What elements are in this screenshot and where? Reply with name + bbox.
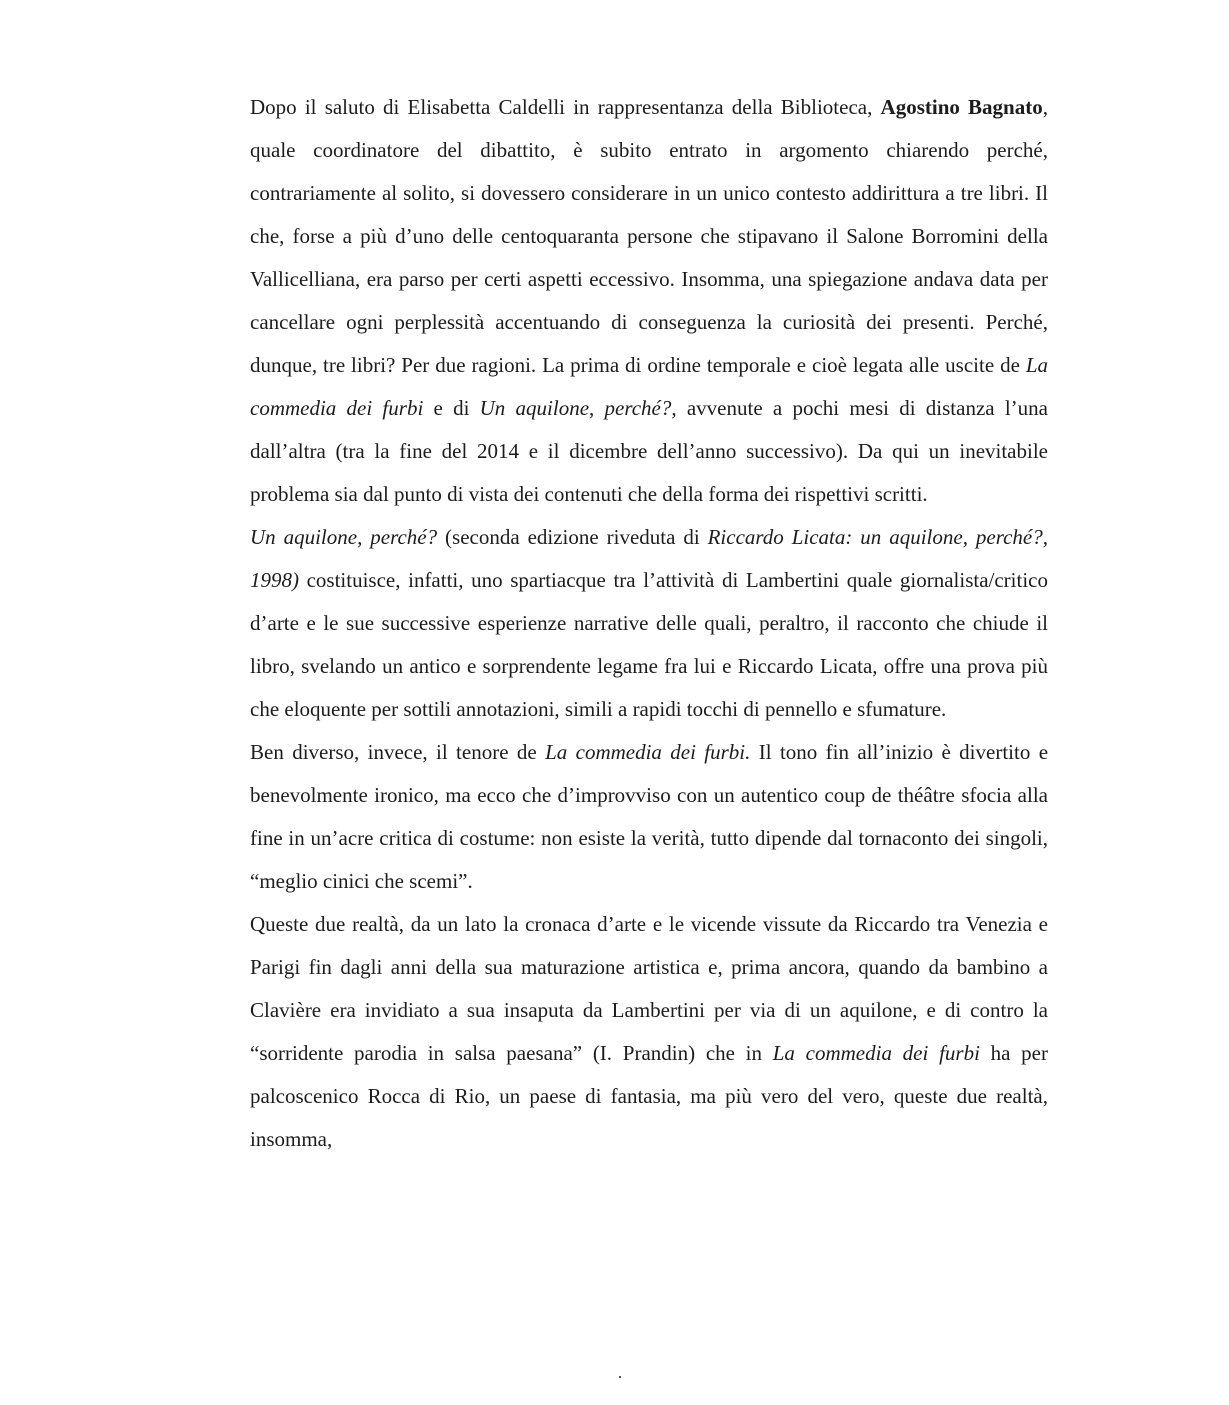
- paragraph-1: [250, 86, 1048, 516]
- book-title-italic: La commedia dei furbi: [772, 1041, 980, 1065]
- book-title-italic: Un aquilone, perché?,: [479, 396, 677, 420]
- author-name-bold: Agostino Bagnato: [880, 95, 1043, 119]
- paragraph-4: [250, 903, 1048, 1161]
- text-run: costituisce, infatti, uno spartiacque tra l’attività di Lambertini quale giornalista/critico d’arte e le sue successive esperienze narrative delle quali, peraltro, il racconto che chiude il libro, svelando un antico e sorprendente legame fra lui e Riccardo Licata, offre una prova più che eloquente per sottili annotazioni, simili a rapidi tocchi di pennello e sfumature.: [250, 568, 1048, 721]
- paragraph-2: [250, 516, 1048, 731]
- book-title-italic: Riccardo Licata: un aquilone, perché?, 1998): [250, 525, 1048, 592]
- text-run: , quale coordinatore del dibattito, è subito entrato in argomento chiarendo perché, contrariamente al solito, si dovessero considerare in un unico contesto addirittura a tre libri. Il che, forse a più d’uno delle centoquaranta persone che stipavano il Salone Borromini della Vallicelliana, era parso per certi aspetti eccessivo. Insomma, una spiegazione andava data per cancellare ogni perplessità accentuando di conseguenza la curiosità dei presenti. Perché, dunque, tre libri? Per due ragioni. La prima di ordine temporale e cioè legata alle uscite de: [250, 95, 1048, 377]
- book-title-italic: La commedia dei furbi: [250, 353, 1048, 420]
- text-run: avvenute a pochi mesi di distanza l’una dall’altra (tra la fine del 2014 e il dicembre dell’anno successivo). Da qui un inevitabile problema sia dal punto di vista dei contenuti che della forma dei rispettivi scritti.: [250, 396, 1048, 506]
- body-text: [250, 86, 1048, 1161]
- book-title-italic: Un aquilone, perché?: [250, 525, 438, 549]
- text-run: Il tono fin all’inizio è divertito e benevolmente ironico, ma ecco che d’improvviso con un autentico coup de théâtre sfocia alla fine in un’acre critica di costume: non esiste la verità, tutto dipende dal tornaconto dei singoli, “meglio cinici che scemi”.: [250, 740, 1049, 893]
- text-run: Dopo il saluto di Elisabetta Caldelli in rappresentanza della Biblioteca,: [250, 95, 881, 119]
- text-run: (seconda edizione riveduta di: [437, 525, 708, 549]
- text-run: Ben diverso, invece, il tenore de: [250, 740, 546, 764]
- paragraph-3: [250, 731, 1048, 903]
- scan-speck: [619, 1376, 621, 1378]
- text-run: Queste due realtà, da un lato la cronaca d’arte e le vicende vissute da Riccardo tra Venezia e Parigi fin dagli anni della sua maturazione artistica e, prima ancora, quando da bambino a Clavière era invidiato a sua insaputa da Lambertini per via di un aquilone, e di contro la “sorridente parodia in salsa paesana” (I. Prandin) che in: [250, 912, 1048, 1065]
- text-run: ha per palcoscenico Rocca di Rio, un paese di fantasia, ma più vero del vero, queste due realtà, insomma,: [250, 1041, 1048, 1151]
- book-title-italic: La commedia dei furbi.: [545, 740, 751, 764]
- text-run: e di: [423, 396, 480, 420]
